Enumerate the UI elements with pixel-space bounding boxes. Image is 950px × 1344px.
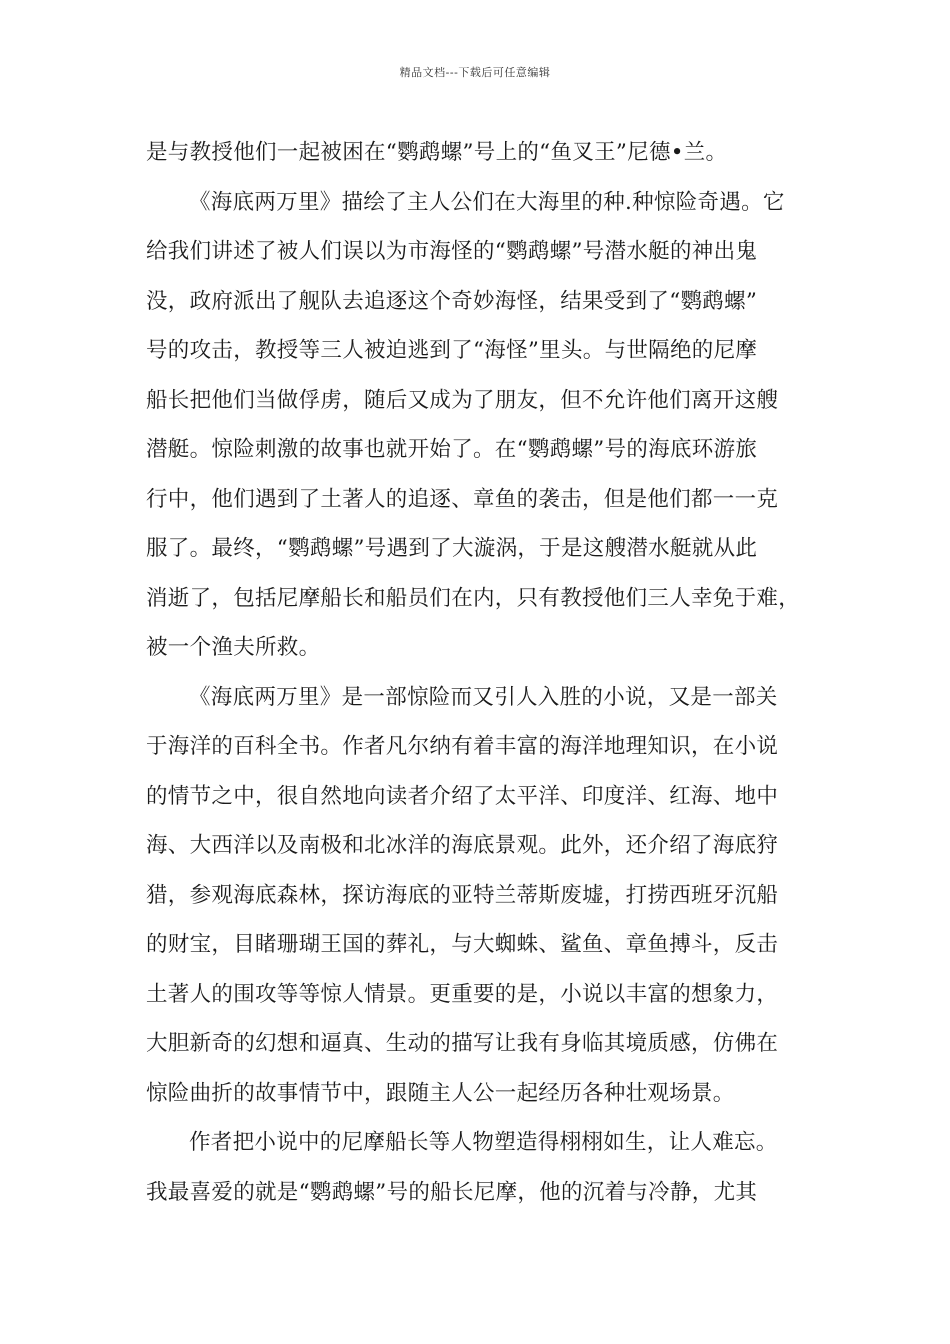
text-line: 没，政府派出了舰队去追逐这个奇妙海怪，结果受到了“鹦鹉螺” xyxy=(146,288,758,314)
text-line: 号的攻击，教授等三人被迫逃到了“海怪”里头。与世隔绝的尼摩 xyxy=(146,338,758,363)
text-line: 的财宝，目睹珊瑚王国的葬礼，与大蜘蛛、鲨鱼、章鱼搏斗，反击 xyxy=(146,932,779,957)
text-line: 被一个渔夫所救。 xyxy=(146,635,321,660)
document-body xyxy=(146,128,810,1217)
text-line: 的情节之中，很自然地向读者介绍了太平洋、印度洋、红海、地中 xyxy=(146,783,779,809)
text-line: 土著人的围攻等等惊人情景。更重要的是，小说以丰富的想象力， xyxy=(146,981,779,1007)
text-line: 于海洋的百科全书。作者凡尔纳有着丰富的海洋地理知识，在小说 xyxy=(146,734,779,759)
text-line: 船长把他们当做俘虏，随后又成为了朋友，但不允许他们离开这艘 xyxy=(146,387,779,413)
text-line: 服了。最终，“鹦鹉螺”号遇到了大漩涡，于是这艘潜水艇就从此 xyxy=(146,536,758,561)
page-header: 精品文档---下载后可任意编辑 xyxy=(399,66,551,79)
paragraph-first-line: 作者把小说中的尼摩船长等人物塑造得栩栩如生，让人难忘。 xyxy=(189,1130,778,1155)
text-line: 猎，参观海底森林，探访海底的亚特兰蒂斯废墟，打捞西班牙沉船 xyxy=(146,882,779,908)
text-line: 海、大西洋以及南极和北冰洋的海底景观。此外，还介绍了海底狩 xyxy=(146,833,779,858)
text-line: 消逝了，包括尼摩船长和船员们在内，只有教授他们三人幸免于难， xyxy=(146,585,801,611)
paragraph-first-line: 《海底两万里》描绘了主人公们在大海里的种.种惊险奇遇。它 xyxy=(189,189,785,215)
text-line: 惊险曲折的故事情节中，跟随主人公一起经历各种壮观场景。 xyxy=(146,1080,735,1106)
paragraph-first-line: 《海底两万里》是一部惊险而又引人入胜的小说，又是一部关 xyxy=(189,684,778,710)
text-line: 大胆新奇的幻想和逼真、生动的描写让我有身临其境质感，仿佛在 xyxy=(146,1031,779,1056)
text-line: 潜艇。惊险刺激的故事也就开始了。在“鹦鹉螺”号的海底环游旅 xyxy=(146,437,758,462)
text-line: 行中，他们遇到了土著人的追逐、章鱼的袭击，但是他们都一一克 xyxy=(146,486,779,512)
text-line: 是与教授他们一起被困在“鹦鹉螺”号上的“鱼叉王”尼德•兰。 xyxy=(146,140,728,165)
text-line: 给我们讲述了被人们误以为市海怪的“鹦鹉螺”号潜水艇的神出鬼 xyxy=(146,239,758,264)
text-line: 我最喜爱的就是“鹦鹉螺”号的船长尼摩，他的沉着与冷静，尤其 xyxy=(146,1179,758,1205)
